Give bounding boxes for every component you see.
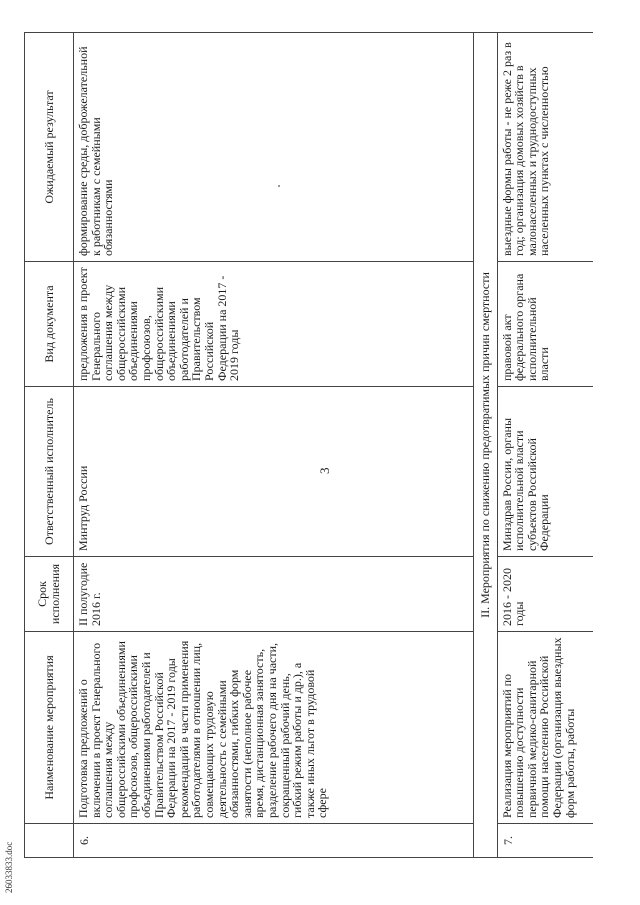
row-6-executor: Минтруд России [74, 387, 474, 557]
row-7-result: выездные формы работы - не реже 2 раз в год; организация домовых хозяйств в малонаселенных и труднодоступных населенных пунктах с численностью [497, 33, 593, 262]
row-6-result: формирование среды, доброжелательной к работникам с семейными обязанностями [74, 33, 474, 262]
header-num [25, 824, 74, 858]
row-6-doc-type: предложения в проект Генерального соглашения между общероссийскими объединениями профсоюзов, общероссийскими объединениями работодателей и Правительством Российской Федерации на 2017 - 2019 годы [74, 262, 474, 387]
row-7-term: 2016 - 2020 годы [497, 557, 593, 632]
file-reference: 26033833.doc [4, 841, 14, 893]
header-term: Срок исполнения [25, 557, 74, 632]
rotated-page [24, 33, 614, 858]
row-6-term: II полугодие 2016 г. [74, 557, 474, 632]
header-name: Наименование мероприятия [25, 632, 74, 824]
header-doc-type: Вид документа [25, 262, 74, 387]
table-header-row [25, 33, 74, 858]
header-result: Ожидаемый результат [25, 33, 74, 262]
section-row [474, 33, 498, 858]
row-6-name: Подготовка предложений о включении в проект Генерального соглашения между общероссийскими объединениями профсоюзов, общероссийскими объединениями работодателей и Правительством Российской Федерации на 2017 - 2019 годы рекомендаций в части применения работодателями в отношении лиц, совмещающих трудовую деятельность с семейными обязанностями, гибких форм занятости (неполное рабочее время, дистанционная занятость, разделение рабочего дня на части, сокращенный рабочий день, гибкий режим работы и др.), а также иных льгот в трудовой сфере [74, 632, 474, 824]
row-6-num: 6. [74, 824, 474, 858]
row-7-executor: Минздрав России, органы исполнительной власти субъектов Российской Федерации [497, 387, 593, 557]
row-7-doc-type: правовой акт федерального органа исполнительной власти [497, 262, 593, 387]
table-row [497, 33, 593, 858]
page-number: 3 [317, 467, 332, 474]
section-title: II. Мероприятия по снижению предотвратимых причин смертности [474, 33, 498, 858]
row-7-name: Реализация мероприятий по повышению доступности первичной медико-санитарной помощи населению Российской Федерации (организация выездных форм работы, работы [497, 632, 593, 824]
measures-table [24, 32, 593, 858]
table-row [74, 33, 474, 858]
header-executor: Ответственный исполнитель [25, 387, 74, 557]
row-7-num: 7. [497, 824, 593, 858]
